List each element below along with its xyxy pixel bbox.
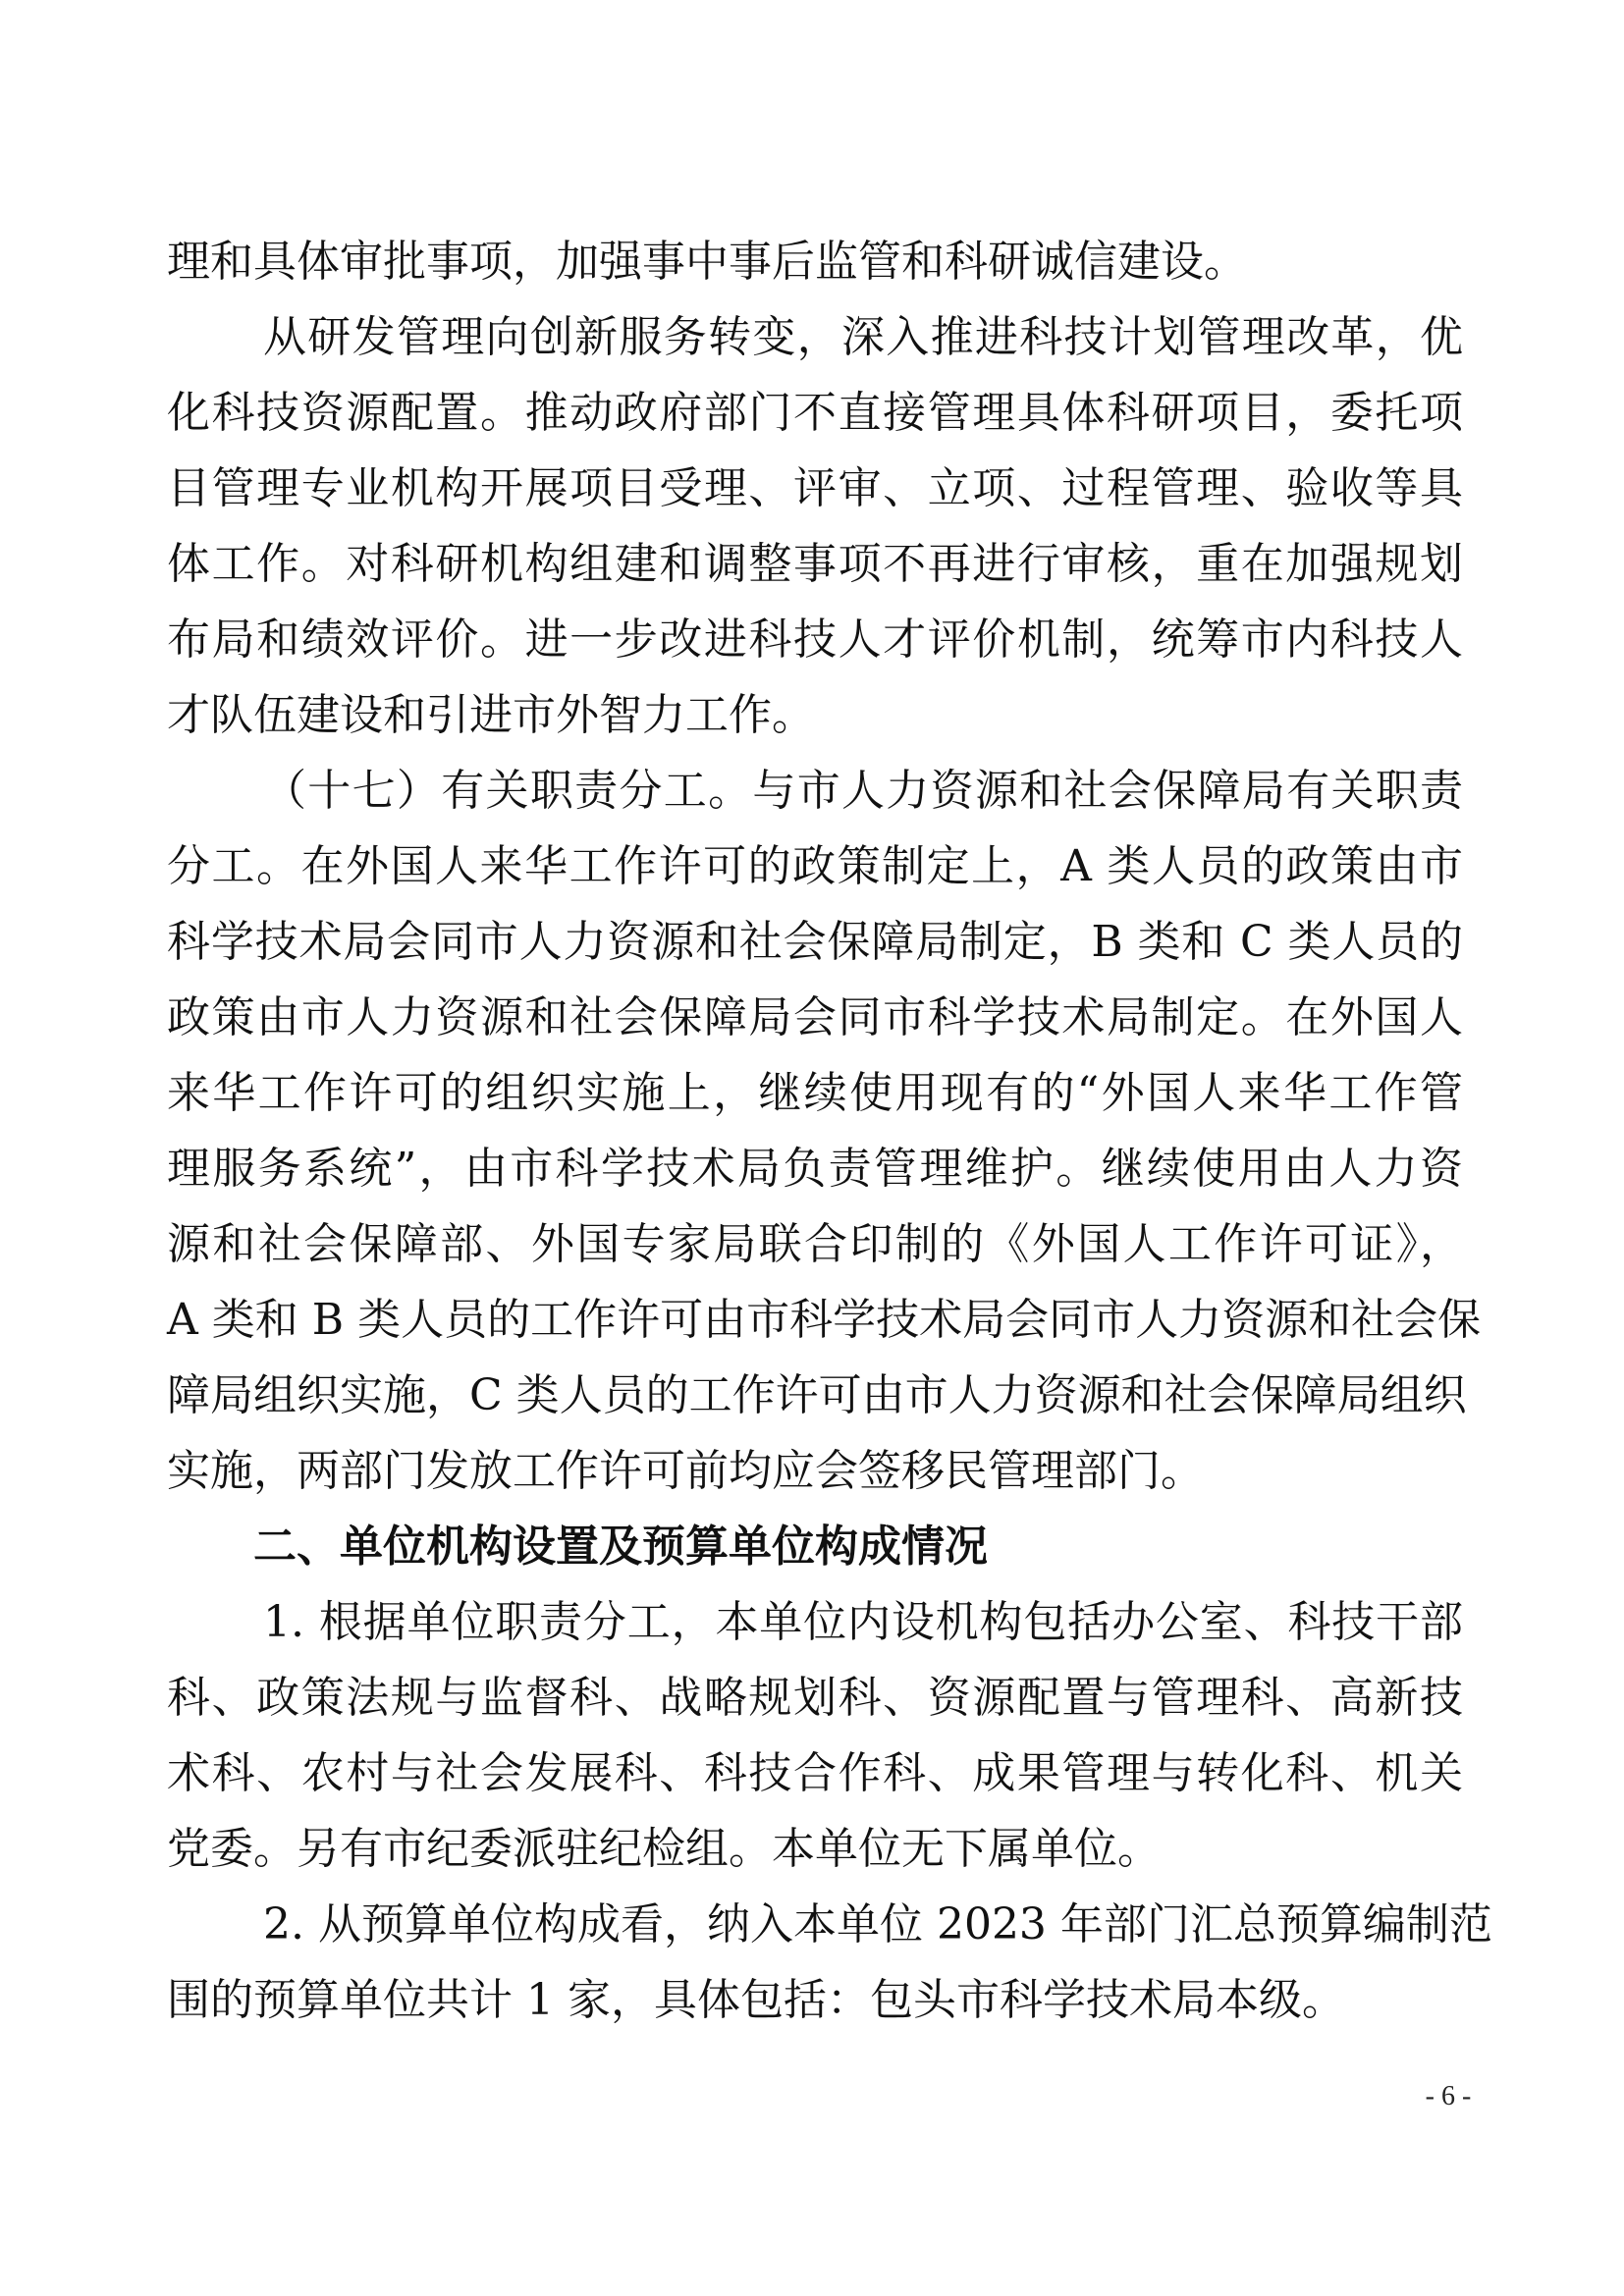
paragraph-first-line: 2. 从预算单位构成看，纳入本单位 2023 年部门汇总预算编制范 bbox=[263, 1899, 1492, 1949]
text-line: 分工。在外国人来华工作许可的政策制定上，A 类人员的政策由市 bbox=[167, 841, 1463, 891]
text-line: 术科、农村与社会发展科、科技合作科、成果管理与转化科、机关 bbox=[167, 1748, 1463, 1798]
text-line: A 类和 B 类人员的工作许可由市科学技术局会同市人力资源和社会保 bbox=[167, 1295, 1482, 1345]
text-line: 实施，两部门发放工作许可前均应会签移民管理部门。 bbox=[167, 1446, 1204, 1496]
text-line: 理服务系统”，由市科学技术局负责管理维护。继续使用由人力资 bbox=[167, 1144, 1463, 1194]
page-number: - 6 - bbox=[1425, 2081, 1472, 2111]
text-line: 科学技术局会同市人力资源和社会保障局制定，B 类和 C 类人员的 bbox=[167, 917, 1463, 967]
paragraph-first-line: 从研发管理向创新服务转变，深入推进科技计划管理改革，优 bbox=[263, 312, 1463, 362]
text-line: 布局和绩效评价。进一步改进科技人才评价机制，统筹市内科技人 bbox=[167, 614, 1463, 665]
text-line: 理和具体审批事项，加强事中事后监管和科研诚信建设。 bbox=[167, 237, 1247, 287]
paragraph-first-line: （十七）有关职责分工。与市人力资源和社会保障局有关职责 bbox=[263, 766, 1463, 816]
text-line: 党委。另有市纪委派驻纪检组。本单位无下属单位。 bbox=[167, 1824, 1161, 1874]
text-line: 才队伍建设和引进市外智力工作。 bbox=[167, 690, 815, 740]
text-line: 目管理专业机构开展项目受理、评审、立项、过程管理、验收等具 bbox=[167, 463, 1463, 513]
paragraph-first-line: 1. 根据单位职责分工，本单位内设机构包括办公室、科技干部 bbox=[263, 1597, 1463, 1647]
text-line: 政策由市人力资源和社会保障局会同市科学技术局制定。在外国人 bbox=[167, 992, 1463, 1042]
text-line: 化科技资源配置。推动政府部门不直接管理具体科研项目，委托项 bbox=[167, 388, 1463, 438]
text-line: 围的预算单位共计 1 家，具体包括：包头市科学技术局本级。 bbox=[167, 1975, 1345, 2025]
text-line: 来华工作许可的组织实施上，继续使用现有的“外国人来华工作管 bbox=[167, 1068, 1463, 1118]
text-line: 体工作。对科研机构组建和调整事项不再进行审核，重在加强规划 bbox=[167, 539, 1463, 589]
text-line: 科、政策法规与监督科、战略规划科、资源配置与管理科、高新技 bbox=[167, 1673, 1463, 1723]
text-line: 障局组织实施，C 类人员的工作许可由市人力资源和社会保障局组织 bbox=[167, 1370, 1467, 1420]
section-heading: 二、单位机构设置及预算单位构成情况 bbox=[253, 1522, 988, 1572]
text-line: 源和社会保障部、外国专家局联合印制的《外国人工作许可证》， bbox=[167, 1219, 1463, 1269]
